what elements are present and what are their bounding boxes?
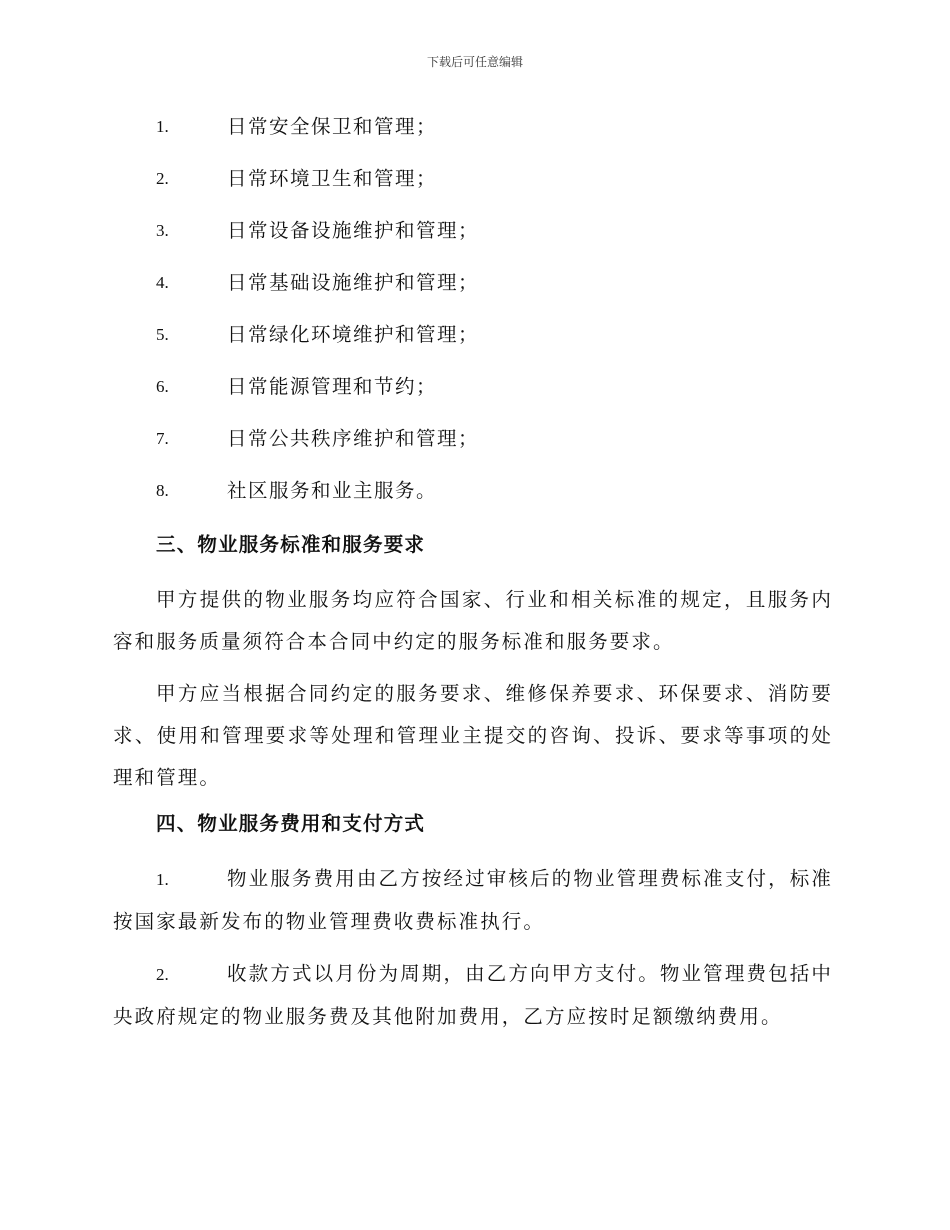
list-item (113, 320, 833, 372)
list-item-text: 日常设备设施维护和管理； (227, 219, 480, 242)
list-item-number: 5. (156, 325, 169, 344)
list-item-number: 2. (156, 169, 169, 188)
list-item (113, 268, 833, 320)
list-item (113, 164, 833, 216)
list-item-number: 1. (156, 117, 169, 136)
list-item-text: 日常安全保卫和管理； (227, 115, 438, 138)
section-3-heading: 三、物业服务标准和服务要求 (156, 533, 426, 556)
list-item (113, 216, 833, 268)
section-4-heading: 四、物业服务费用和支付方式 (156, 812, 426, 835)
list-item (113, 372, 833, 424)
list-item (113, 112, 833, 164)
section-4-item-number: 1. (156, 870, 169, 889)
list-item-number: 3. (156, 221, 169, 240)
list-item (113, 476, 833, 528)
list-item-text: 日常能源管理和节约； (227, 375, 438, 398)
section-4-item-2 (113, 953, 833, 1038)
list-item-text: 社区服务和业主服务。 (227, 479, 438, 502)
section-4-item-text: 收款方式以月份为周期，由乙方向甲方支付。物业管理费包括中央政府规定的物业服务费及其他附加费用，乙方应按时足额缴纳费用。 (113, 962, 833, 1028)
list-item-number: 4. (156, 273, 169, 292)
list-item-text: 日常基础设施维护和管理； (227, 271, 480, 294)
document-body (113, 112, 833, 1048)
section-4-item-text: 物业服务费用由乙方按经过审核后的物业管理费标准支付，标准按国家最新发布的物业管理费收费标准执行。 (113, 867, 833, 933)
list-item-text: 日常绿化环境维护和管理； (227, 323, 480, 346)
section-4-item-1 (113, 858, 833, 943)
list-item-text: 日常环境卫生和管理； (227, 167, 438, 190)
list-item-number: 7. (156, 429, 169, 448)
section-3-paragraph-2: 甲方应当根据合同约定的服务要求、维修保养要求、环保要求、消防要求、使用和管理要求等处理和管理业主提交的咨询、投诉、要求等事项的处理和管理。 (113, 682, 833, 789)
page-header: 下载后可任意编辑 (426, 55, 523, 69)
list-item (113, 424, 833, 476)
section-4-item-number: 2. (156, 965, 169, 984)
list-item-number: 6. (156, 377, 169, 396)
list-item-number: 8. (156, 481, 169, 500)
section-3-paragraph-1: 甲方提供的物业服务均应符合国家、行业和相关标准的规定，且服务内容和服务质量须符合本合同中约定的服务标准和服务要求。 (113, 588, 833, 653)
list-item-text: 日常公共秩序维护和管理； (227, 427, 480, 450)
